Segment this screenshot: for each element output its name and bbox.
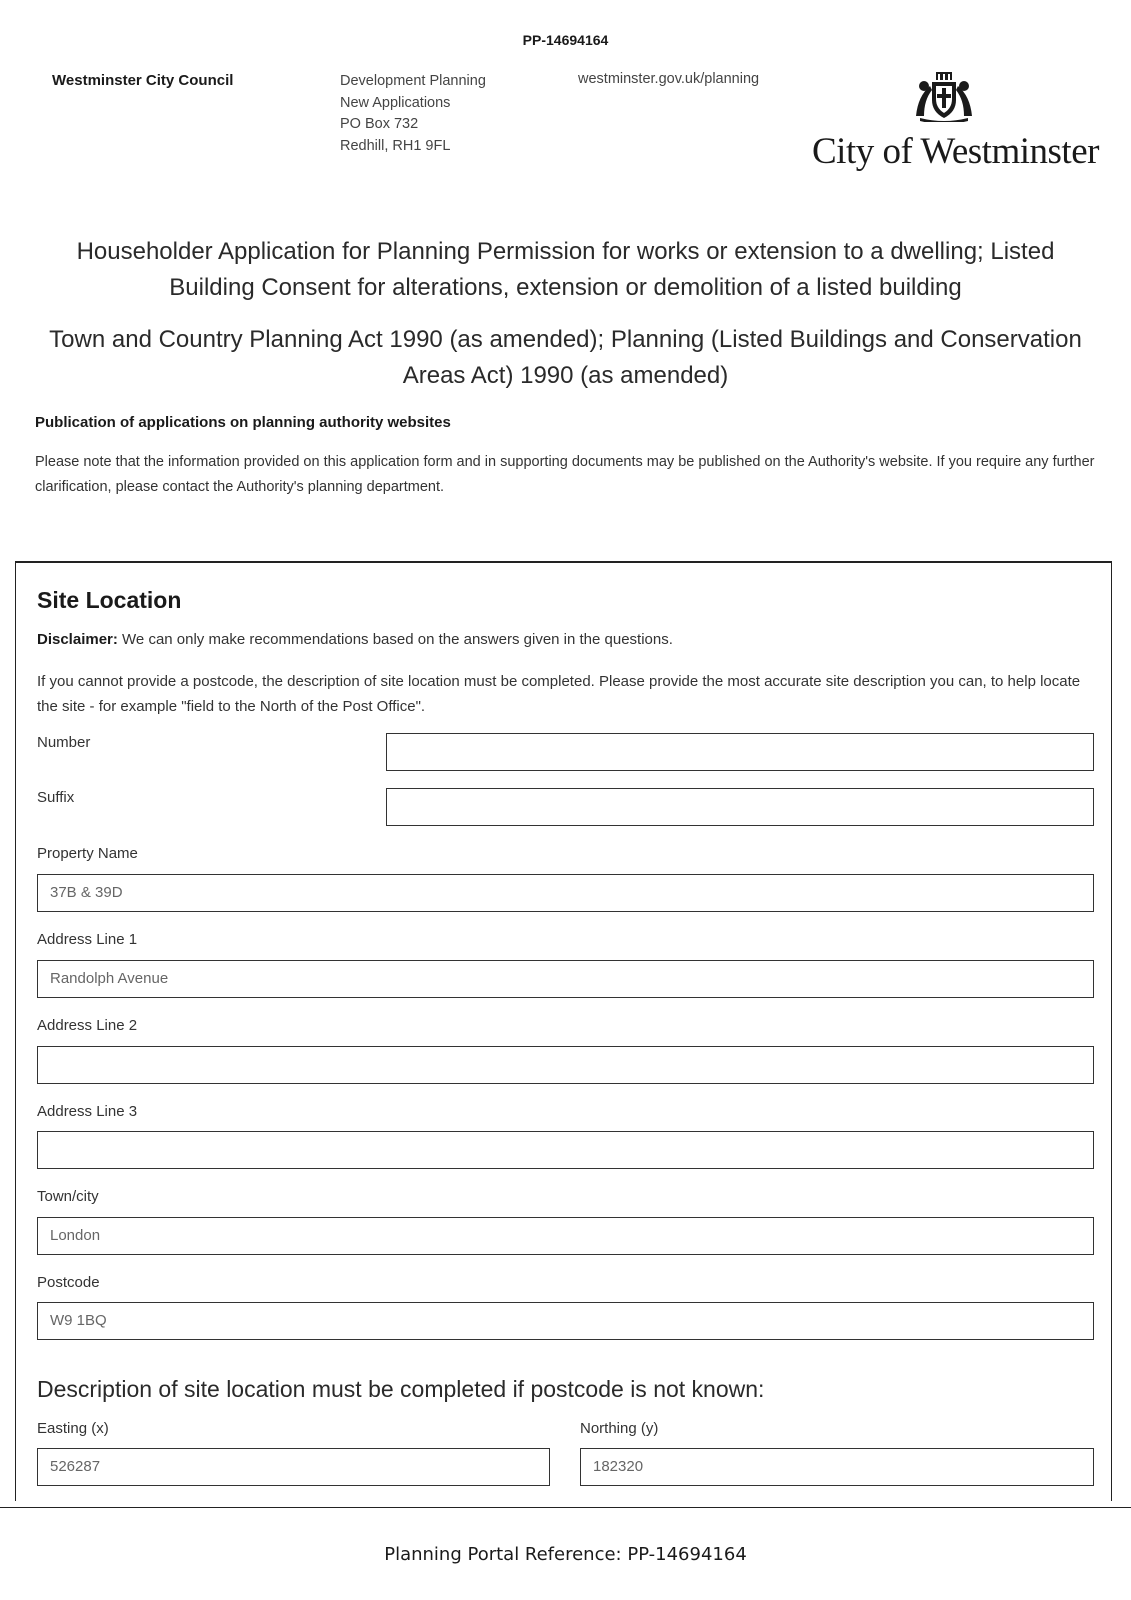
council-postal-address [340, 71, 486, 157]
council-website: westminster.gov.uk/planning [578, 71, 760, 87]
address-line: Development Planning [340, 73, 486, 89]
publication-heading: Publication of applications on planning authority websites [35, 414, 451, 431]
number-label: Number [37, 734, 91, 751]
address-line-2-field[interactable] [37, 1046, 1094, 1084]
easting-label: Easting (x) [37, 1420, 109, 1437]
postcode-label: Postcode [37, 1274, 100, 1291]
address-line-3-label: Address Line 3 [37, 1103, 138, 1120]
address-line-1-label: Address Line 1 [37, 931, 138, 948]
footer-divider [0, 1507, 1131, 1508]
suffix-label: Suffix [37, 789, 75, 806]
postcode-field[interactable]: W9 1BQ [37, 1302, 1094, 1340]
easting-field[interactable]: 526287 [37, 1448, 550, 1486]
northing-field[interactable]: 182320 [580, 1448, 1094, 1486]
council-name: Westminster City Council [52, 72, 234, 89]
disclaimer-text: We can only make recommendations based on the answers given in the questions. [117, 631, 673, 648]
suffix-field[interactable] [386, 788, 1094, 826]
city-crest-icon [912, 72, 976, 122]
logo-wordmark: City of Westminster [812, 131, 1099, 172]
address-line-2-label: Address Line 2 [37, 1017, 138, 1034]
application-title: Householder Application for Planning Permission for works or extension to a dwelling; Listed Building Consent for alterations, extension or demolition of a listed building [76, 238, 1055, 301]
address-line: Redhill, RH1 9FL [340, 137, 451, 154]
footer-reference: Planning Portal Reference: PP-14694164 [384, 1544, 747, 1565]
address-line: PO Box 732 [340, 116, 419, 132]
property-name-field[interactable]: 37B & 39D [37, 874, 1094, 912]
address-line-3-field[interactable] [37, 1131, 1094, 1169]
site-description-heading: Description of site location must be completed if postcode is not known: [37, 1376, 765, 1402]
number-field[interactable] [386, 733, 1094, 771]
property-name-label: Property Name [37, 845, 138, 862]
top-reference-number: PP-14694164 [522, 32, 609, 48]
city-of-westminster-logo [812, 72, 1099, 182]
postcode-note: If you cannot provide a postcode, the description of site location must be completed. Please provide the most accurate site description you can, to help locate the site - for example "field to the North of the Post Office". [37, 673, 1081, 715]
northing-label: Northing (y) [580, 1420, 659, 1437]
address-line: New Applications [340, 94, 451, 111]
town-city-field[interactable]: London [37, 1217, 1094, 1255]
publication-notice: Please note that the information provided on this application form and in supporting documents may be published on the Authority's website. If you require any further clarification, please contact the Authority's planning department. [35, 454, 1095, 495]
act-title: Town and Country Planning Act 1990 (as amended); Planning (Listed Buildings and Conservation Areas Act) 1990 (as amended) [49, 326, 1082, 389]
disclaimer-label: Disclaimer: [37, 631, 118, 648]
address-line-1-field[interactable]: Randolph Avenue [37, 960, 1094, 998]
town-city-label: Town/city [37, 1188, 99, 1205]
disclaimer [37, 631, 673, 648]
section-title: Site Location [37, 587, 182, 613]
